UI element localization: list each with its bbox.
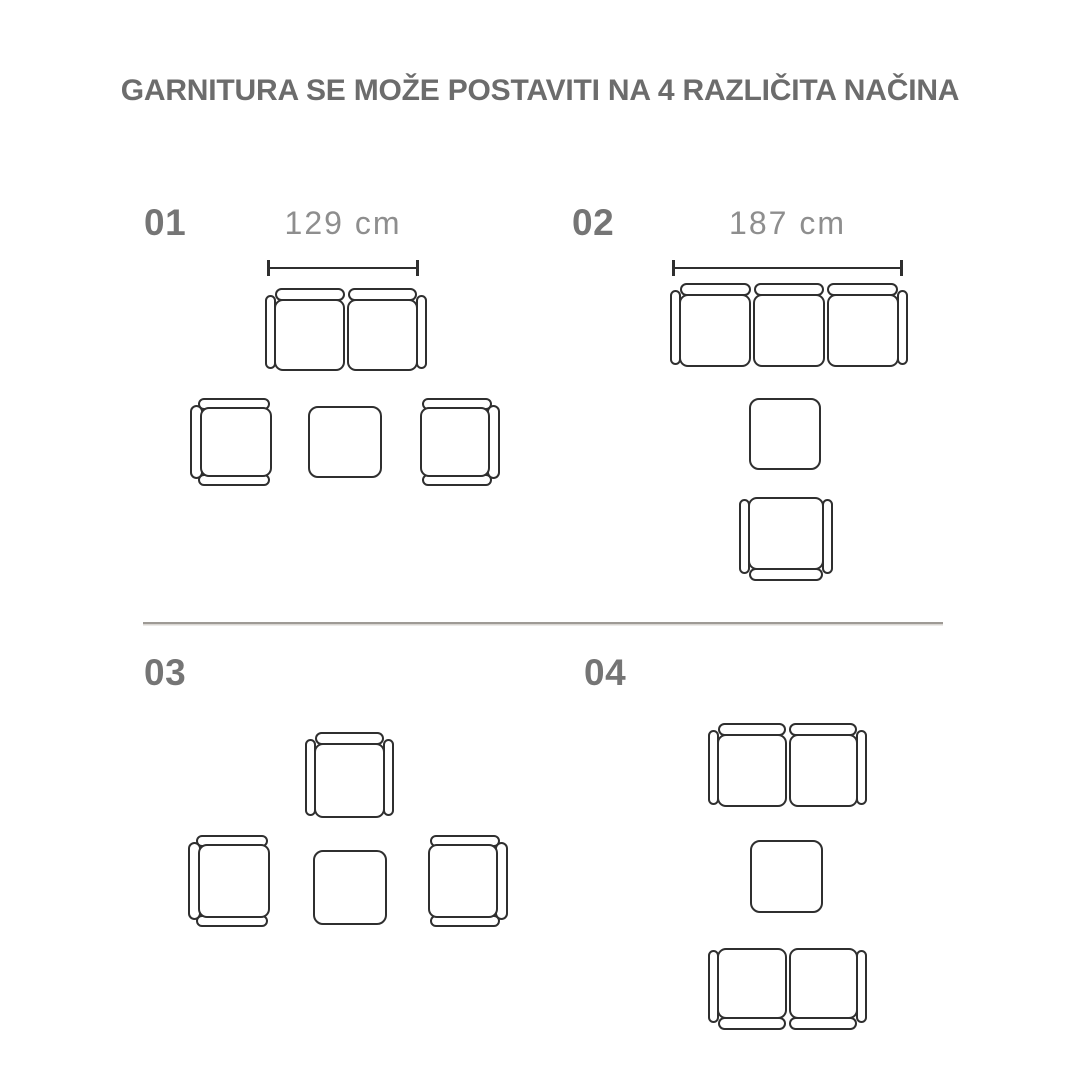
section-01-label: 01 <box>144 202 187 243</box>
section-02-measurement: 187 cm <box>729 205 846 241</box>
section-03-label: 03 <box>144 652 187 693</box>
section-01-armchair-facing-right <box>190 398 272 486</box>
section-03-armchair-facing-down <box>305 732 394 818</box>
section-01-armchair-facing-left <box>420 398 500 486</box>
section-02-three-seat-sofa <box>670 283 908 367</box>
section-02-dimension-line <box>672 260 903 276</box>
section-04-label: 04 <box>584 652 627 693</box>
section-02-label: 02 <box>572 202 615 243</box>
section-03-ottoman-table <box>313 850 387 925</box>
section-04-two-seat-sofa <box>708 723 867 807</box>
section-03-armchair-facing-left <box>428 835 508 927</box>
section-02-ottoman-table <box>749 398 821 470</box>
section-03-armchair-facing-right <box>188 835 270 927</box>
section-01-measurement: 129 cm <box>284 205 402 241</box>
section-01-two-seat-sofa <box>265 288 427 371</box>
section-04-ottoman-table <box>750 840 823 913</box>
section-02-armchair-facing-up <box>739 497 833 581</box>
section-divider <box>143 622 943 624</box>
page-title: GARNITURA SE MOŽE POSTAVITI NA 4 RAZLIČITA NAČINA <box>120 74 960 107</box>
section-04-two-seat-sofa-facing-up <box>708 948 867 1030</box>
section-01-ottoman-table <box>308 406 382 478</box>
section-01-dimension-line <box>267 260 419 276</box>
